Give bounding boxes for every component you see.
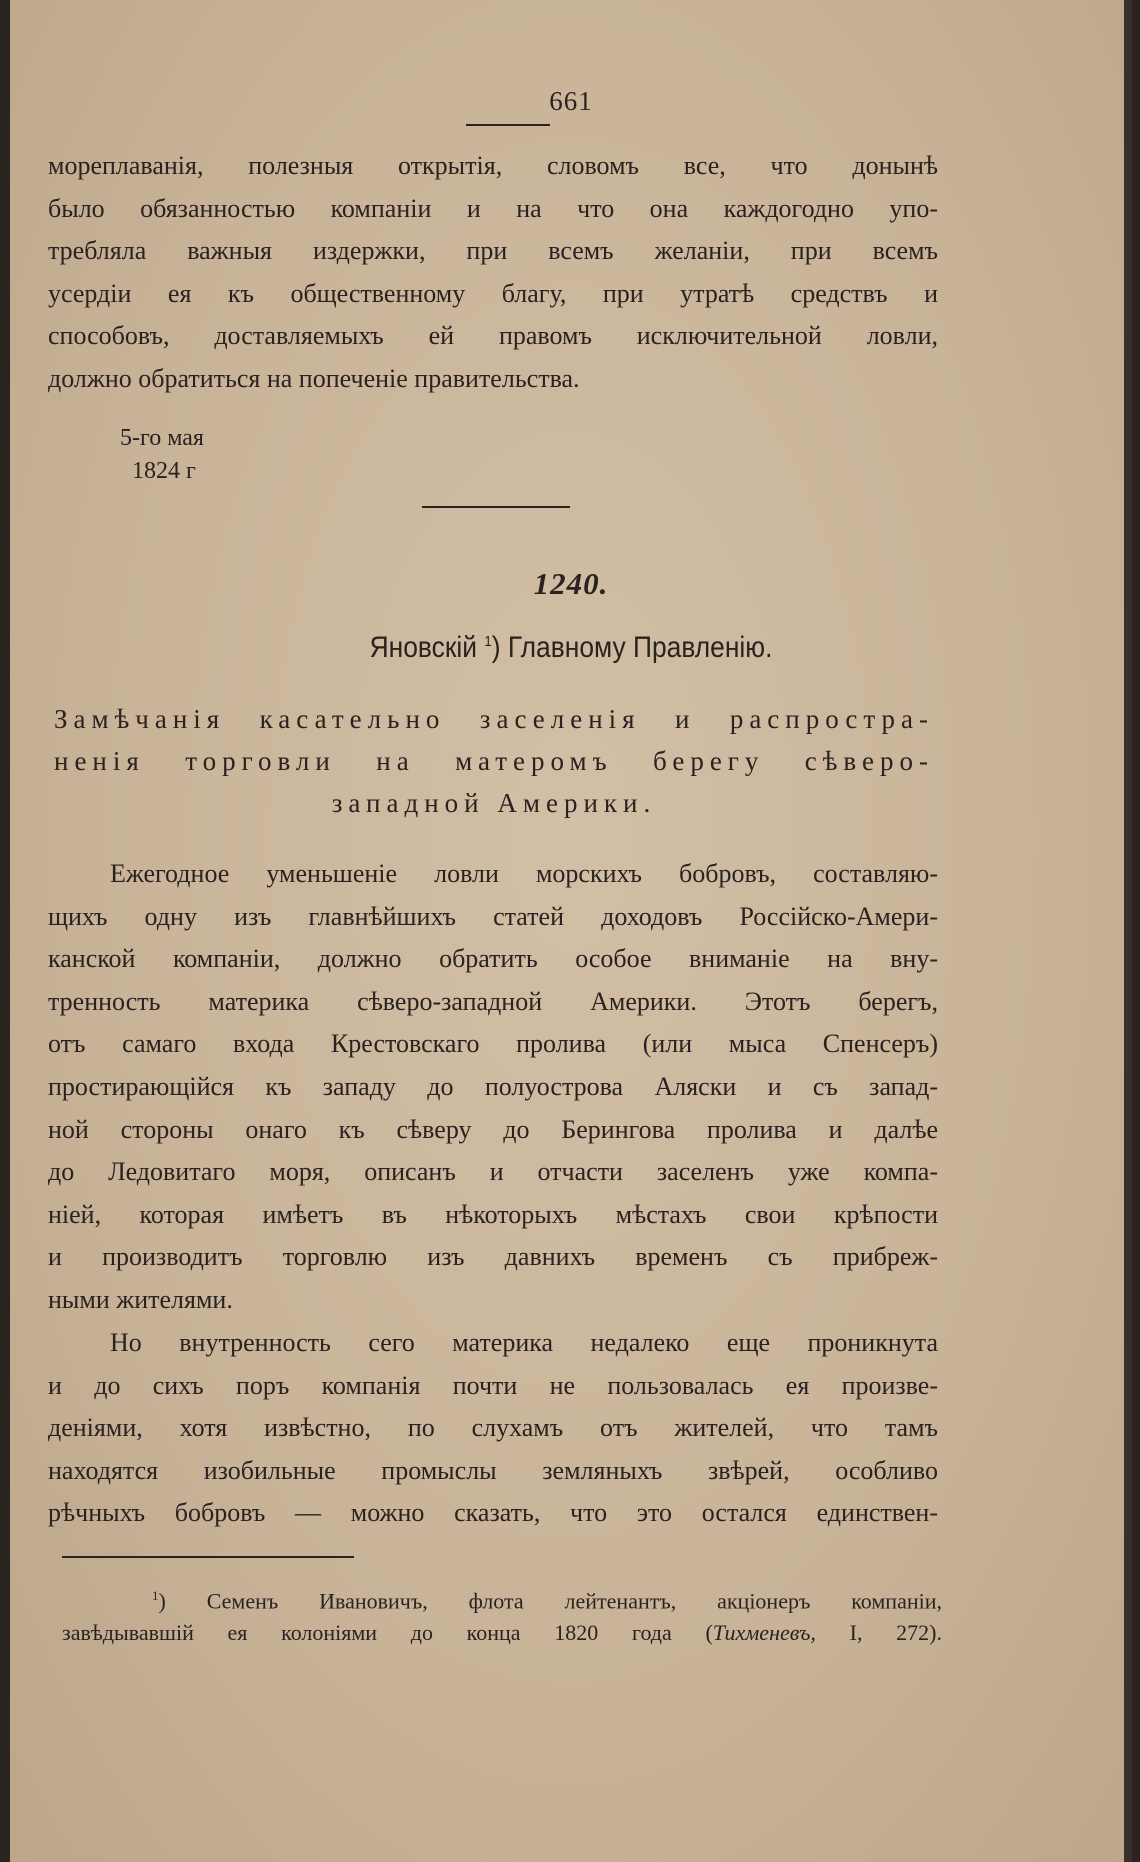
text-line: находятся изобильные промыслы земляныхъ звѣрей, особливо	[48, 1455, 938, 1485]
text-line: ной стороны онаго къ сѣверу до Берингова пролива и далѣе	[48, 1114, 938, 1144]
footnote-reference[interactable]: 1	[484, 633, 492, 650]
date-day: 5-го мая	[120, 425, 204, 451]
text-line: тренность материка сѣверо-западной Америки. Этотъ берегъ,	[48, 986, 938, 1016]
text-line: ными жителями.	[48, 1284, 233, 1314]
paragraph-2	[48, 1322, 938, 1535]
text-line: и до сихъ поръ компанія почти не пользовалась ея произве-	[48, 1370, 938, 1400]
document-addressee: ) Главному Правленію.	[491, 631, 773, 664]
text-line: ніей, которая имѣетъ въ нѣкоторыхъ мѣстахъ свои крѣпости	[48, 1199, 938, 1229]
subtitle-line: западной Америки.	[331, 788, 657, 818]
text-line: мореплаванія, полезныя открытія, словомъ все, что донынѣ	[48, 151, 938, 180]
footnote-marker: 1	[152, 1588, 159, 1603]
document-number: 1240.	[533, 566, 609, 601]
text-line: усердіи ея къ общественному благу, при утратѣ средствъ и	[48, 278, 938, 308]
text-line: рѣчныхъ бобровъ — можно сказать, что это остался единствен-	[48, 1498, 938, 1528]
footnote-text: завѣдывавшій ея колоніями до конца 1820 года (	[62, 1620, 713, 1645]
text-line: канской компаніи, должно обратить особое вниманіе на вну-	[48, 944, 938, 974]
text-line: простирающійся къ западу до полуострова Аляски и съ запад-	[48, 1071, 938, 1101]
subtitle-line: Замѣчанія касательно заселенія и распростра-	[54, 704, 934, 734]
document-subtitle	[54, 698, 934, 824]
footnote-rule	[62, 1556, 354, 1558]
previous-document-text	[48, 145, 938, 401]
footnote-text: I, 272).	[815, 1620, 942, 1645]
document-author: Яновскій	[369, 631, 478, 664]
date-year: 1824 г	[132, 458, 196, 484]
footnotes	[62, 1577, 942, 1651]
section-divider	[422, 506, 570, 508]
text-line: требляла важныя издержки, при всемъ желаніи, при всемъ	[48, 236, 938, 266]
dateline	[120, 422, 204, 488]
text-line: Но внутренность сего материка недалеко еще проникнута	[110, 1328, 938, 1357]
page-number: 661	[549, 86, 593, 116]
text-line: и производитъ торговлю изъ давнихъ временъ съ прибреж-	[48, 1242, 938, 1272]
footnote-line	[62, 1577, 942, 1614]
document-heading	[77, 631, 1064, 665]
text-line: Ежегодное уменьшеніе ловли морскихъ бобровъ, составляю-	[110, 859, 938, 888]
text-line: деніями, хотя извѣстно, по слухамъ отъ жителей, что тамъ	[48, 1413, 938, 1443]
text-line: должно обратиться на попеченіе правительства.	[48, 363, 580, 393]
footnote-source: Тихменевъ,	[712, 1620, 816, 1645]
footnote-line	[62, 1614, 942, 1651]
book-page	[10, 0, 1132, 1862]
text-line: было обязанностью компаніи и на что она каждогодно упо-	[48, 193, 938, 223]
page-number-rule	[466, 124, 550, 126]
text-line: отъ самаго входа Крестовскаго пролива (или мыса Спенсеръ)	[48, 1029, 938, 1059]
page-edge	[1124, 0, 1132, 1862]
subtitle-line: ненія торговли на матеромъ берегу сѣверо-	[54, 746, 934, 776]
text-line: способовъ, доставляемыхъ ей правомъ исключительной ловли,	[48, 321, 938, 351]
text-line: щихъ одну изъ главнѣйшихъ статей доходовъ Россійско-Амери-	[48, 901, 938, 931]
footnote-text: ) Семенъ Ивановичъ, флота лейтенантъ, акціонеръ компаніи,	[158, 1588, 942, 1614]
paragraph-1	[48, 853, 938, 1322]
text-line: до Ледовитаго моря, описанъ и отчасти заселенъ уже компа-	[48, 1157, 938, 1187]
